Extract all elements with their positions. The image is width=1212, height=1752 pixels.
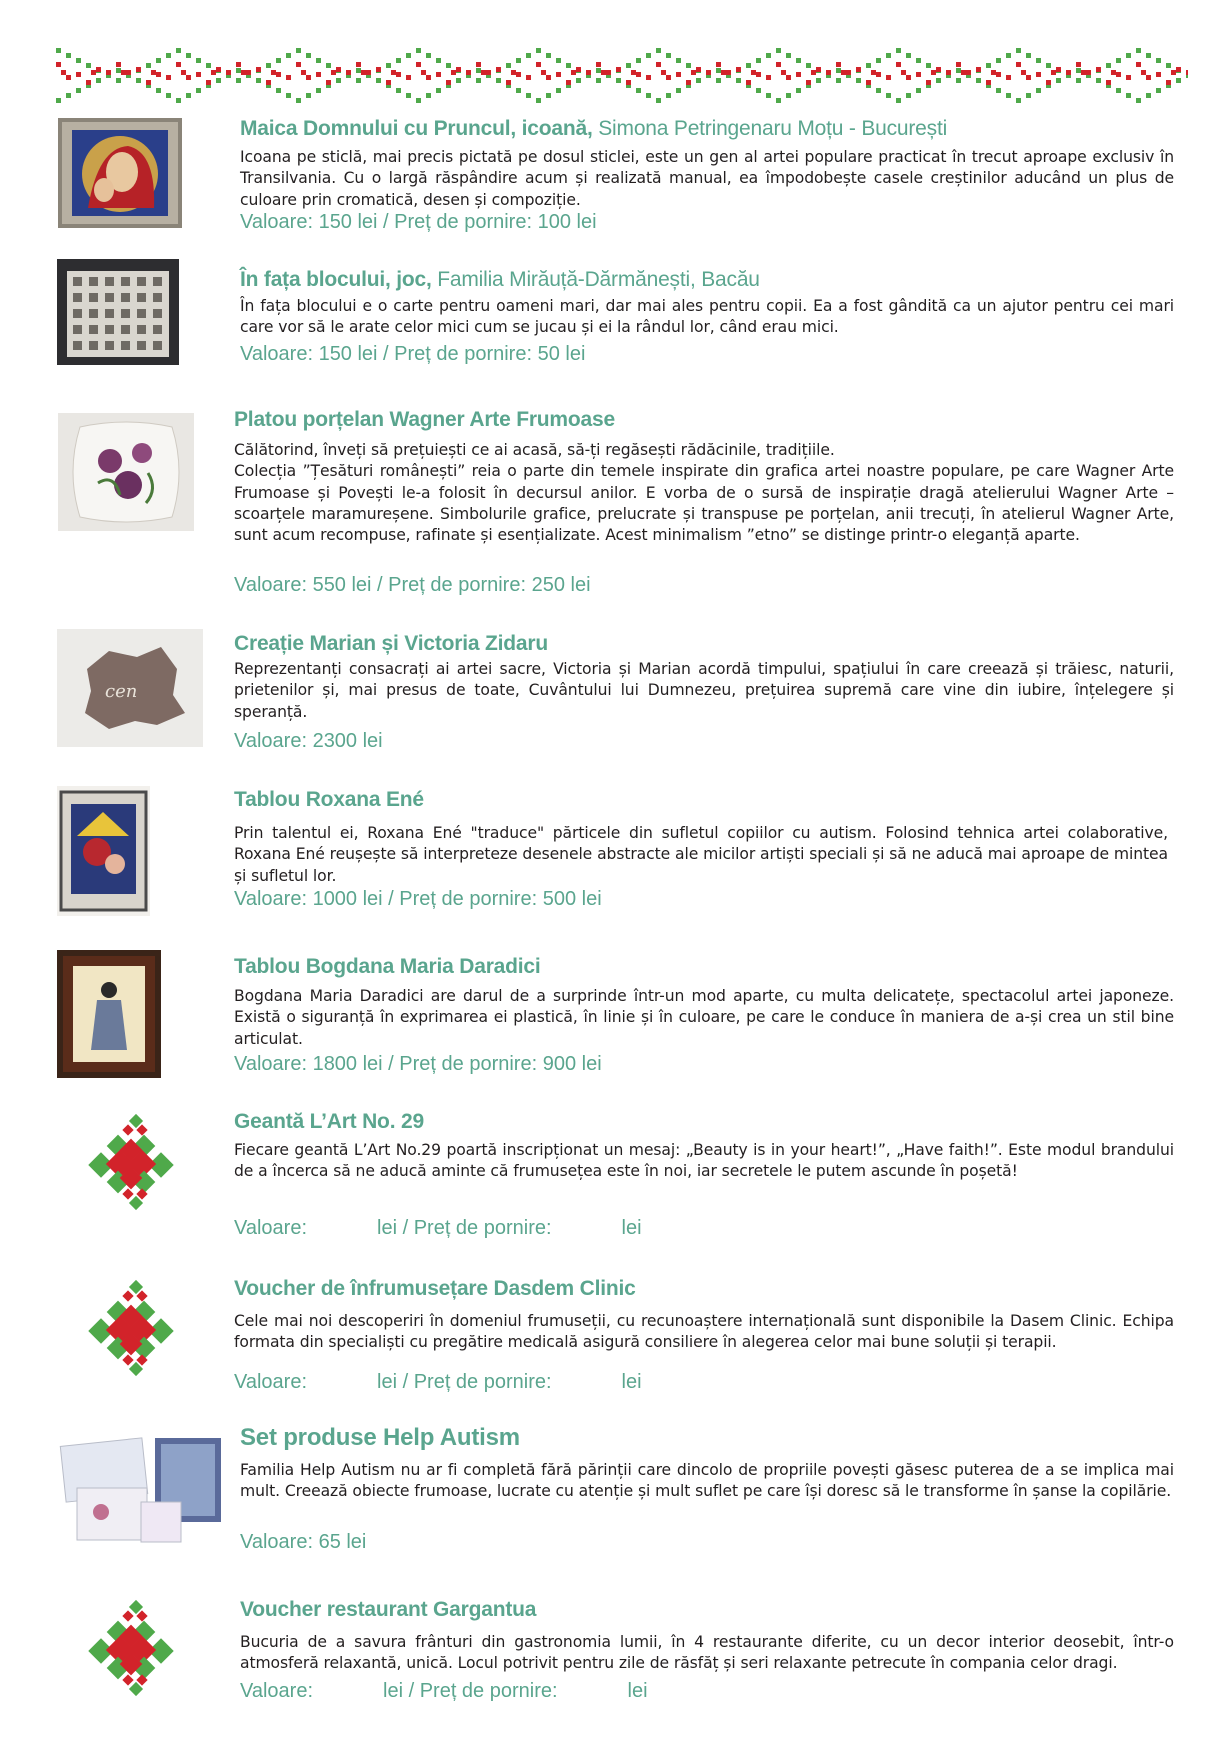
item-title: Voucher de înfrumusețare Dasdem Clinic	[234, 1277, 636, 1300]
japanese-painting-image	[57, 950, 161, 1078]
svg-text:cen: cen	[105, 681, 138, 702]
item-author: Simona Petringenaru Moțu - București	[598, 117, 948, 140]
item-description: Fiecare geantă L’Art No.29 poartă inscripționat un mesaj: „Beauty is in your heart!”, „Have faith!”. Este modul brandului de a încerca să ne aducă aminte că frumusețea este în noi, iar secretele le putem ascunde în poșetă!	[234, 1141, 1174, 1181]
apartment-block-image	[57, 259, 179, 365]
item-title: În fața blocului, joc, Familia Mirăuță-Dărmănești, Bacău	[240, 268, 760, 291]
framed-painting-image	[57, 786, 150, 916]
item-description: Bucuria de a savura frânturi din gastronomia lumii, în 4 restaurante diferite, cu un decor interior deosebit, într-o atmosferă relaxantă, unică. Locul potrivit pentru zile de răsfăț și seri relaxante petrecute în compania celor dragi.	[240, 1633, 1174, 1673]
item-title: Tablou Bogdana Maria Daradici	[234, 955, 541, 978]
diamond-motif-icon	[88, 1112, 174, 1212]
item-title: Maica Domnului cu Pruncul, icoană, Simona Petringenaru Moțu - București	[240, 117, 948, 140]
item-price: Valoare: 1000 lei / Preț de pornire: 500 lei	[234, 888, 602, 910]
item-description: Bogdana Maria Daradici are darul de a surprinde într-un mod aparte, cu multa delicatețe, spectacolul artei japoneze. Există o siguranță în exprimarea ei plastică, în linie și în culoare, pe care le conduce în maniera de a-și crea un stil bine articulat.	[234, 987, 1174, 1048]
description-line: Colecția ”Țesături românești” reia o parte din temele inspirate din grafica artei noastre populare, pe care Wagner Arte Frumoase și Povești le-a folosit în decursul anilor. E vorba de o sursă de inspirație dragă atelierului Wagner Arte – scoarțele maramureșene. Simbolurile grafice, prelucrate și transpuse pe porțelan, anii trecuți, în atelierul Wagner Arte, sunt acum recompuse, rafinate și esențializate. Acest minimalism ”etno” se distinge printr-o eleganță aparte.	[234, 462, 1174, 545]
item-description: În fața blocului e o carte pentru oameni mari, dar mai ales pentru copii. Ea a fost gândită ca un ajutor pentru cei mari care vor să le arate celor mici cum se jucau și ei la rândul lor, când erau mici.	[240, 297, 1174, 337]
item-title: Platou porțelan Wagner Arte Frumoase	[234, 408, 615, 431]
item-price: Valoare: 1800 lei / Preț de pornire: 900 lei	[234, 1053, 602, 1075]
item-price: Valoare: lei / Preț de pornire: lei	[240, 1680, 648, 1702]
item-title: Creație Marian și Victoria Zidaru	[234, 632, 548, 655]
diamond-motif-icon	[88, 1278, 174, 1378]
item-price: Valoare: 2300 lei	[234, 730, 383, 752]
item-title: Geantă L’Art No. 29	[234, 1110, 424, 1133]
diamond-motif-icon	[88, 1598, 174, 1698]
item-title: Voucher restaurant Gargantua	[240, 1598, 537, 1621]
item-description: Icoana pe sticlă, mai precis pictată pe dosul sticlei, este un gen al artei populare practicat în trecut aproape exclusiv în Transilvania. Cu o largă răspândire acum și realizată manual, ea împodobește casele creștinilor aducând un plus de culoare prin cromatică, desen și compoziție.	[240, 148, 1174, 209]
item-price: Valoare: 550 lei / Preț de pornire: 250 lei	[234, 574, 591, 596]
item-description: Cele mai noi descoperiri în domeniul frumuseții, cu recunoaștere internațională sunt disponibile la Dasem Clinic. Echipa formata din specialiști cu pregătire medicală asigură consiliere în alegerea celor mai bune soluții și terapii.	[234, 1312, 1174, 1352]
item-description: Familia Help Autism nu ar fi completă fără părinții care dincolo de propriile povești găsesc puterea de a se implica mai mult. Creează obiecte frumoase, lucrate cu atenție și mult suflet pe care își doresc să le transforme în șanse la copilărie.	[240, 1461, 1174, 1501]
icon-painting-image	[58, 118, 182, 228]
item-description: Prin talentul ei, Roxana Ené "traduce" părticele din sufletul copiilor cu autism. Folosind tehnica artei colaborative, Roxana Ené reușește să interpreteze desenele abstracte ale micilor artiști speciali și să ne aducă mai aproape de mintea și sufletul lor.	[234, 824, 1168, 885]
item-description: Reprezentanți consacrați ai artei sacre, Victoria și Marian acordă timpului, spațiului în care creează și trăiesc, naturii, prietenilor și, mai presus de toate, Cuvântului lui Dumnezeu, prețuirea supremă care vine din iubire, înțelegere și speranță.	[234, 660, 1174, 721]
item-price: Valoare: 150 lei / Preț de pornire: 50 lei	[240, 343, 586, 365]
item-price: Valoare: lei / Preț de pornire: lei	[234, 1217, 642, 1239]
item-price: Valoare: 150 lei / Preț de pornire: 100 lei	[240, 211, 597, 233]
item-price: Valoare: 65 lei	[240, 1531, 367, 1553]
item-price: Valoare: lei / Preț de pornire: lei	[234, 1371, 642, 1393]
item-title: Tablou Roxana Ené	[234, 788, 424, 811]
porcelain-plate-image	[58, 413, 194, 531]
description-line: Călătorind, înveți să prețuiești ce ai acasă, să-ți regăsești rădăcinile, tradițiile.	[234, 441, 835, 459]
ceramic-creation-image	[57, 629, 203, 747]
embroidery-border	[56, 44, 1188, 104]
item-title: Set produse Help Autism	[240, 1424, 520, 1451]
item-description	[234, 440, 1174, 546]
item-author: Familia Mirăuță-Dărmănești, Bacău	[437, 268, 760, 291]
gift-set-image	[57, 1432, 229, 1550]
